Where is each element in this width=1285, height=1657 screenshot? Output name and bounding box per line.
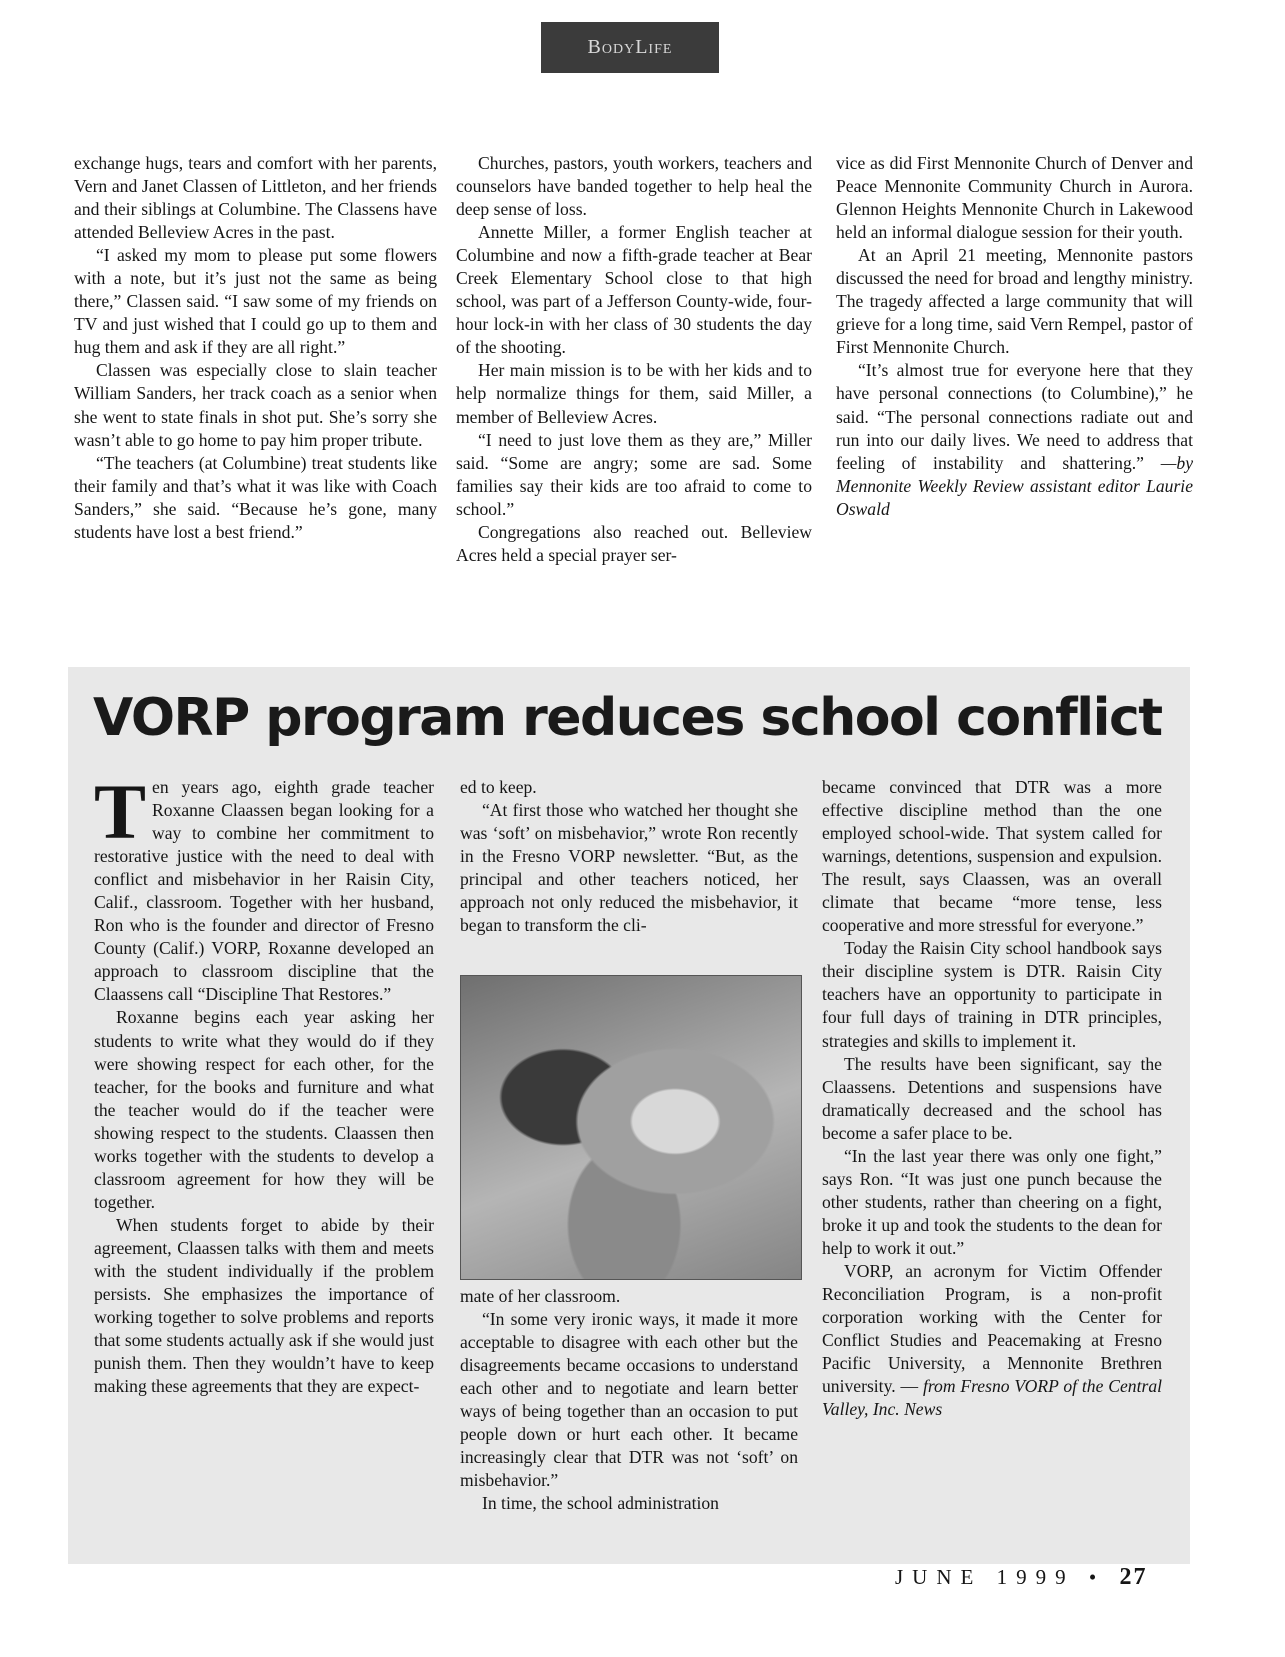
paragraph: Congregations also reached out. Belleview Acres held a special prayer ser- bbox=[456, 521, 812, 565]
sidebar-column-2-bottom bbox=[460, 1285, 798, 1515]
section-label: BodyLife bbox=[541, 22, 719, 73]
paragraph-text: en years ago, eighth grade teacher Roxanne Claassen began looking for a way to combine her commitment to restorative justice with the need to deal with conflict and misbehavior in her Raisin City, Calif., classroom. Together with her husband, Ron who is the founder and director of Fresno County (Calif.) VORP, Roxanne developed an approach to classroom discipline that the Claassens call “Discipline That Restores.” bbox=[94, 777, 434, 1005]
paragraph: exchange hugs, tears and comfort with her parents, Vern and Janet Classen of Littleton, and her friends and their siblings at Columbine. The Classens have attended Belleview Acres in the past. bbox=[74, 153, 437, 243]
paragraph: ed to keep. bbox=[460, 777, 537, 797]
paragraph: Classen was especially close to slain teacher William Sanders, her track coach as a senior when she went to state finals in shot put. She’s sorry she wasn’t able to go home to pay him proper tribute. bbox=[74, 360, 437, 450]
paragraph: The results have been significant, say the Claassens. Detentions and suspensions have dramatically decreased and the school has become a safer place to be. bbox=[822, 1053, 1162, 1143]
paragraph: In time, the school administration bbox=[482, 1493, 719, 1514]
paragraph: “In some very ironic ways, it made it more acceptable to disagree with each other but the disagreements became occasions to understand each other and to negotiate and learn better ways of being together than an occasion to put people down or hurt each other. It became increasingly clear that DTR was not ‘soft’ on misbehavior.” bbox=[460, 1309, 798, 1491]
paragraph: Her main mission is to be with her kids and to help normalize things for them, said Miller, a member of Belleview Acres. bbox=[456, 360, 812, 427]
sidebar-column-1 bbox=[94, 768, 434, 1398]
children-hugging-photo bbox=[460, 975, 802, 1280]
paragraph: Annette Miller, a former English teacher at Columbine and now a fifth-grade teacher at Bear Creek Elementary School close to that high school, was part of a Jefferson County-wide, four-hour lock-in with her class of 30 students the day of the shooting. bbox=[456, 222, 812, 358]
source-credit: from Fresno VORP of the Central Valley, Inc. News bbox=[822, 1376, 1163, 1420]
paragraph: “The teachers (at Columbine) treat students like their family and that’s what it was like with Coach Sanders,” she said. “Because he’s gone, many students have lost a best friend.” bbox=[74, 452, 437, 542]
paragraph bbox=[822, 1260, 1162, 1421]
paragraph: “In the last year there was only one fight,” says Ron. “It was just one punch because the other students, rather than cheering on a fight, broke it up and took the students to the dean for help to work it out.” bbox=[822, 1145, 1162, 1258]
paragraph: “I need to just love them as they are,” Miller said. “Some are angry; some are sad. Some families say their kids are too afraid to come to school.” bbox=[456, 429, 812, 519]
paragraph: vice as did First Mennonite Church of Denver and Peace Mennonite Community Church in Aurora. Glennon Heights Mennonite Church in Lakewood held an informal dialogue session for their youth. bbox=[836, 153, 1193, 243]
paragraph: became convinced that DTR was a more effective discipline method than the one employed school-wide. That system called for warnings, detentions, suspension and expulsion. The result, says Claassen, was an overall climate that became “more tense, less cooperative and more stressful for everyone.” bbox=[822, 777, 1162, 936]
sidebar-headline: VORP program reduces school conflict bbox=[93, 688, 1162, 748]
article-column-1 bbox=[74, 152, 437, 544]
byline: —by Mennonite Weekly Review assistant editor Laurie Oswald bbox=[836, 452, 1193, 519]
lead-paragraph bbox=[94, 768, 434, 1006]
article-column-2 bbox=[456, 152, 812, 567]
paragraph-text: “It’s almost true for everyone here that they have personal connections (to Columbine),” he said. “The personal connections radiate out and run into our daily lives. We need to address that feeling of instability and shattering.” bbox=[836, 360, 1193, 473]
paragraph: Today the Raisin City school handbook says their discipline system is DTR. Raisin City teachers have an opportunity to participate in four full days of training in DTR principles, strategies and skills to implement it. bbox=[822, 938, 1162, 1051]
article-column-3 bbox=[836, 152, 1193, 521]
paragraph: At an April 21 meeting, Mennonite pastors discussed the need for broad and lengthy ministry. The tragedy affected a large community that will grieve for a long time, said Vern Rempel, pastor of First Mennonite Church. bbox=[836, 245, 1193, 358]
paragraph-text: VORP, an acronym for Victim Offender Reconciliation Program, is a non-profit corporation working with the Center for Conflict Studies and Peacemaking at Fresno Pacific University, a Mennonite Brethren university. — bbox=[822, 1260, 1162, 1397]
drop-cap: T bbox=[94, 768, 147, 855]
issue-date: JUNE 1999 • bbox=[895, 1565, 1106, 1589]
paragraph: “I asked my mom to please put some flowers with a note, but it’s just not the same as being there,” Classen said. “I saw some of my friends on TV and just wished that I could go up to them and hug them and ask if they are all right.” bbox=[74, 245, 437, 358]
paragraph: mate of her classroom. bbox=[460, 1286, 621, 1306]
paragraph: Roxanne begins each year asking her students to write what they would do if they were showing respect for each other, for the teacher, for the books and furniture and what the teacher would do if the teacher were showing respect to the students. Claassen then works together with the students to develop a classroom agreement for how they will be together. bbox=[94, 1007, 434, 1212]
paragraph: When students forget to abide by their agreement, Claassen talks with them and meets with the student individually if the problem persists. She emphasizes the importance of working together to solve problems and reports that some students actually ask if she would just punish them. Then they wouldn’t have to keep making these agreements that they are expect- bbox=[94, 1214, 434, 1397]
paragraph bbox=[836, 359, 1193, 520]
sidebar-column-3 bbox=[822, 776, 1162, 1421]
sidebar-column-2-top bbox=[460, 776, 798, 937]
paragraph: Churches, pastors, youth workers, teachers and counselors have banded together to help heal the deep sense of loss. bbox=[456, 153, 812, 220]
paragraph: “At first those who watched her thought she was ‘soft’ on misbehavior,” wrote Ron recently in the Fresno VORP newsletter. “But, as the principal and other teachers noticed, her approach not only reduced the misbehavior, it began to transform the cli- bbox=[460, 800, 798, 936]
page-number: 27 bbox=[1119, 1564, 1148, 1590]
page-footer bbox=[895, 1564, 1147, 1591]
